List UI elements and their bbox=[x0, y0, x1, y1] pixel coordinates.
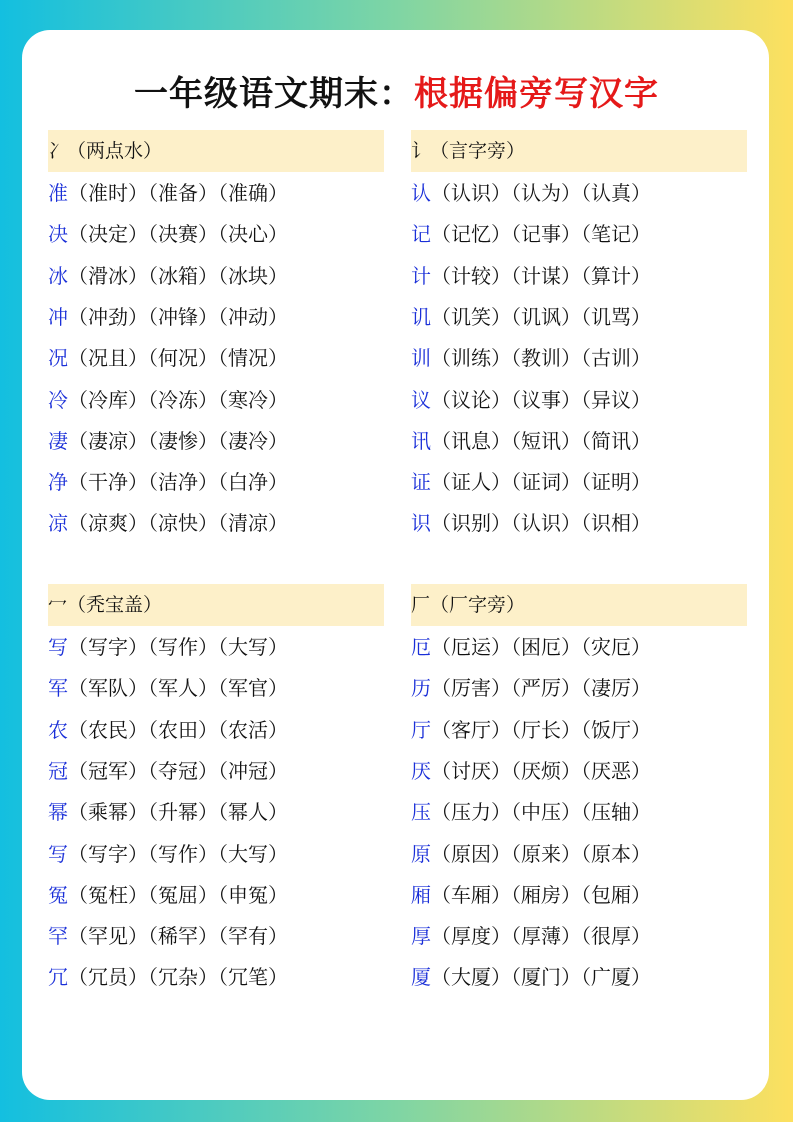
head-character: 厚 bbox=[411, 924, 431, 949]
word-examples: （乘幂）（升幂）（幂人） bbox=[68, 800, 288, 825]
head-character: 冰 bbox=[48, 263, 68, 288]
section-tubaogai bbox=[48, 584, 384, 990]
head-character: 冠 bbox=[48, 758, 68, 783]
word-row bbox=[411, 467, 651, 497]
word-row bbox=[48, 921, 288, 951]
head-character: 冷 bbox=[48, 387, 68, 412]
head-character: 冤 bbox=[48, 882, 68, 907]
head-character: 厅 bbox=[411, 717, 431, 742]
head-character: 决 bbox=[48, 222, 68, 247]
word-row bbox=[411, 921, 651, 951]
word-row bbox=[48, 178, 288, 208]
word-examples: （客厅）（厅长）（饭厅） bbox=[431, 717, 651, 742]
word-row bbox=[411, 632, 651, 662]
title-part-2: 根据偏旁写汉字 bbox=[414, 74, 659, 114]
word-examples: （讨厌）（厌烦）（厌恶） bbox=[431, 758, 651, 783]
word-examples: （车厢）（厢房）（包厢） bbox=[431, 882, 651, 907]
word-row bbox=[411, 756, 651, 786]
word-examples: （冠军）（夺冠）（冲冠） bbox=[68, 758, 288, 783]
head-character: 冲 bbox=[48, 304, 68, 329]
word-row bbox=[411, 219, 651, 249]
word-examples: （凉爽）（凉快）（清凉） bbox=[68, 511, 288, 536]
word-examples: （准时）（准备）（准确） bbox=[68, 181, 288, 205]
head-character: 训 bbox=[411, 346, 431, 371]
head-character: 识 bbox=[411, 511, 431, 536]
word-row bbox=[411, 715, 651, 745]
word-row bbox=[411, 302, 651, 332]
section-liangdianshui bbox=[48, 130, 384, 536]
head-character: 幂 bbox=[48, 800, 68, 825]
word-examples: （训练）（教训）（古训） bbox=[431, 346, 651, 371]
section-header: 冫（两点水） bbox=[48, 130, 384, 172]
word-row bbox=[48, 880, 288, 910]
word-row bbox=[48, 219, 288, 249]
head-character: 准 bbox=[48, 181, 68, 205]
word-row bbox=[411, 261, 651, 291]
word-row bbox=[48, 756, 288, 786]
word-examples: （写字）（写作）（大写） bbox=[68, 841, 288, 866]
word-row bbox=[411, 343, 651, 373]
word-row bbox=[48, 343, 288, 373]
word-examples: （冲劲）（冲锋）（冲动） bbox=[68, 304, 288, 329]
word-examples: （凄凉）（凄惨）（凄冷） bbox=[68, 428, 288, 453]
word-examples: （大厦）（厦门）（广厦） bbox=[431, 965, 651, 990]
word-row bbox=[411, 426, 651, 456]
word-examples: （罕见）（稀罕）（罕有） bbox=[68, 924, 288, 949]
word-examples: （压力）（中压）（压轴） bbox=[431, 800, 651, 825]
head-character: 军 bbox=[48, 676, 68, 701]
head-character: 凄 bbox=[48, 428, 68, 453]
head-character: 况 bbox=[48, 346, 68, 371]
word-row bbox=[48, 261, 288, 291]
head-character: 记 bbox=[411, 222, 431, 247]
word-examples: （冗员）（冗杂）（冗笔） bbox=[68, 965, 288, 990]
word-examples: （滑冰）（冰箱）（冰块） bbox=[68, 263, 288, 288]
head-character: 计 bbox=[411, 263, 431, 288]
head-character: 厄 bbox=[411, 635, 431, 659]
word-examples: （原因）（原来）（原本） bbox=[431, 841, 651, 866]
word-examples: （讯息）（短讯）（简讯） bbox=[431, 428, 651, 453]
word-row bbox=[48, 385, 288, 415]
word-examples: （军队）（军人）（军官） bbox=[68, 676, 288, 701]
word-row bbox=[48, 632, 288, 662]
head-character: 议 bbox=[411, 387, 431, 412]
head-character: 厢 bbox=[411, 882, 431, 907]
word-row bbox=[411, 880, 651, 910]
word-row bbox=[48, 839, 288, 869]
word-examples: （干净）（洁净）（白净） bbox=[68, 470, 288, 495]
word-row bbox=[48, 673, 288, 703]
head-character: 农 bbox=[48, 717, 68, 742]
word-row bbox=[48, 962, 288, 992]
head-character: 净 bbox=[48, 470, 68, 495]
word-row bbox=[48, 797, 288, 827]
head-character: 讥 bbox=[411, 304, 431, 329]
head-character: 认 bbox=[411, 181, 431, 205]
head-character: 压 bbox=[411, 800, 431, 825]
page-title bbox=[0, 66, 793, 115]
word-row bbox=[411, 178, 651, 208]
word-examples: （冷库）（冷冻）（寒冷） bbox=[68, 387, 288, 412]
word-row bbox=[411, 962, 651, 992]
section-header: 冖（秃宝盖） bbox=[48, 584, 384, 626]
word-examples: （认识）（认为）（认真） bbox=[431, 181, 651, 205]
word-examples: （证人）（证词）（证明） bbox=[431, 470, 651, 495]
word-row bbox=[411, 673, 651, 703]
word-row bbox=[48, 508, 288, 538]
head-character: 写 bbox=[48, 841, 68, 866]
word-row bbox=[48, 715, 288, 745]
word-examples: （况且）（何况）（情况） bbox=[68, 346, 288, 371]
word-examples: （冤枉）（冤屈）（申冤） bbox=[68, 882, 288, 907]
word-examples: （决定）（决赛）（决心） bbox=[68, 222, 288, 247]
title-part-1: 一年级语文期末： bbox=[134, 74, 414, 114]
word-row bbox=[48, 302, 288, 332]
word-examples: （厚度）（厚薄）（很厚） bbox=[431, 924, 651, 949]
head-character: 原 bbox=[411, 841, 431, 866]
head-character: 凉 bbox=[48, 511, 68, 536]
word-examples: （厉害）（严厉）（凄厉） bbox=[431, 676, 651, 701]
head-character: 讯 bbox=[411, 428, 431, 453]
word-row bbox=[48, 467, 288, 497]
head-character: 罕 bbox=[48, 924, 68, 949]
section-header: 厂（厂字旁） bbox=[411, 584, 747, 626]
word-examples: （议论）（议事）（异议） bbox=[431, 387, 651, 412]
word-examples: （写字）（写作）（大写） bbox=[68, 635, 288, 659]
word-row bbox=[411, 385, 651, 415]
word-row bbox=[411, 508, 651, 538]
head-character: 厦 bbox=[411, 965, 431, 990]
word-row bbox=[411, 797, 651, 827]
section-header: 讠（言字旁） bbox=[411, 130, 747, 172]
head-character: 历 bbox=[411, 676, 431, 701]
word-examples: （计较）（计谋）（算计） bbox=[431, 263, 651, 288]
word-examples: （讥笑）（讥讽）（讥骂） bbox=[431, 304, 651, 329]
head-character: 厌 bbox=[411, 758, 431, 783]
word-row bbox=[411, 839, 651, 869]
word-examples: （识别）（认识）（识相） bbox=[431, 511, 651, 536]
section-yanzipang bbox=[411, 130, 747, 536]
section-changzipang bbox=[411, 584, 747, 990]
head-character: 冗 bbox=[48, 965, 68, 990]
head-character: 写 bbox=[48, 635, 68, 659]
word-row bbox=[48, 426, 288, 456]
word-examples: （厄运）（困厄）（灾厄） bbox=[431, 635, 651, 659]
head-character: 证 bbox=[411, 470, 431, 495]
word-examples: （记忆）（记事）（笔记） bbox=[431, 222, 651, 247]
word-examples: （农民）（农田）（农活） bbox=[68, 717, 288, 742]
